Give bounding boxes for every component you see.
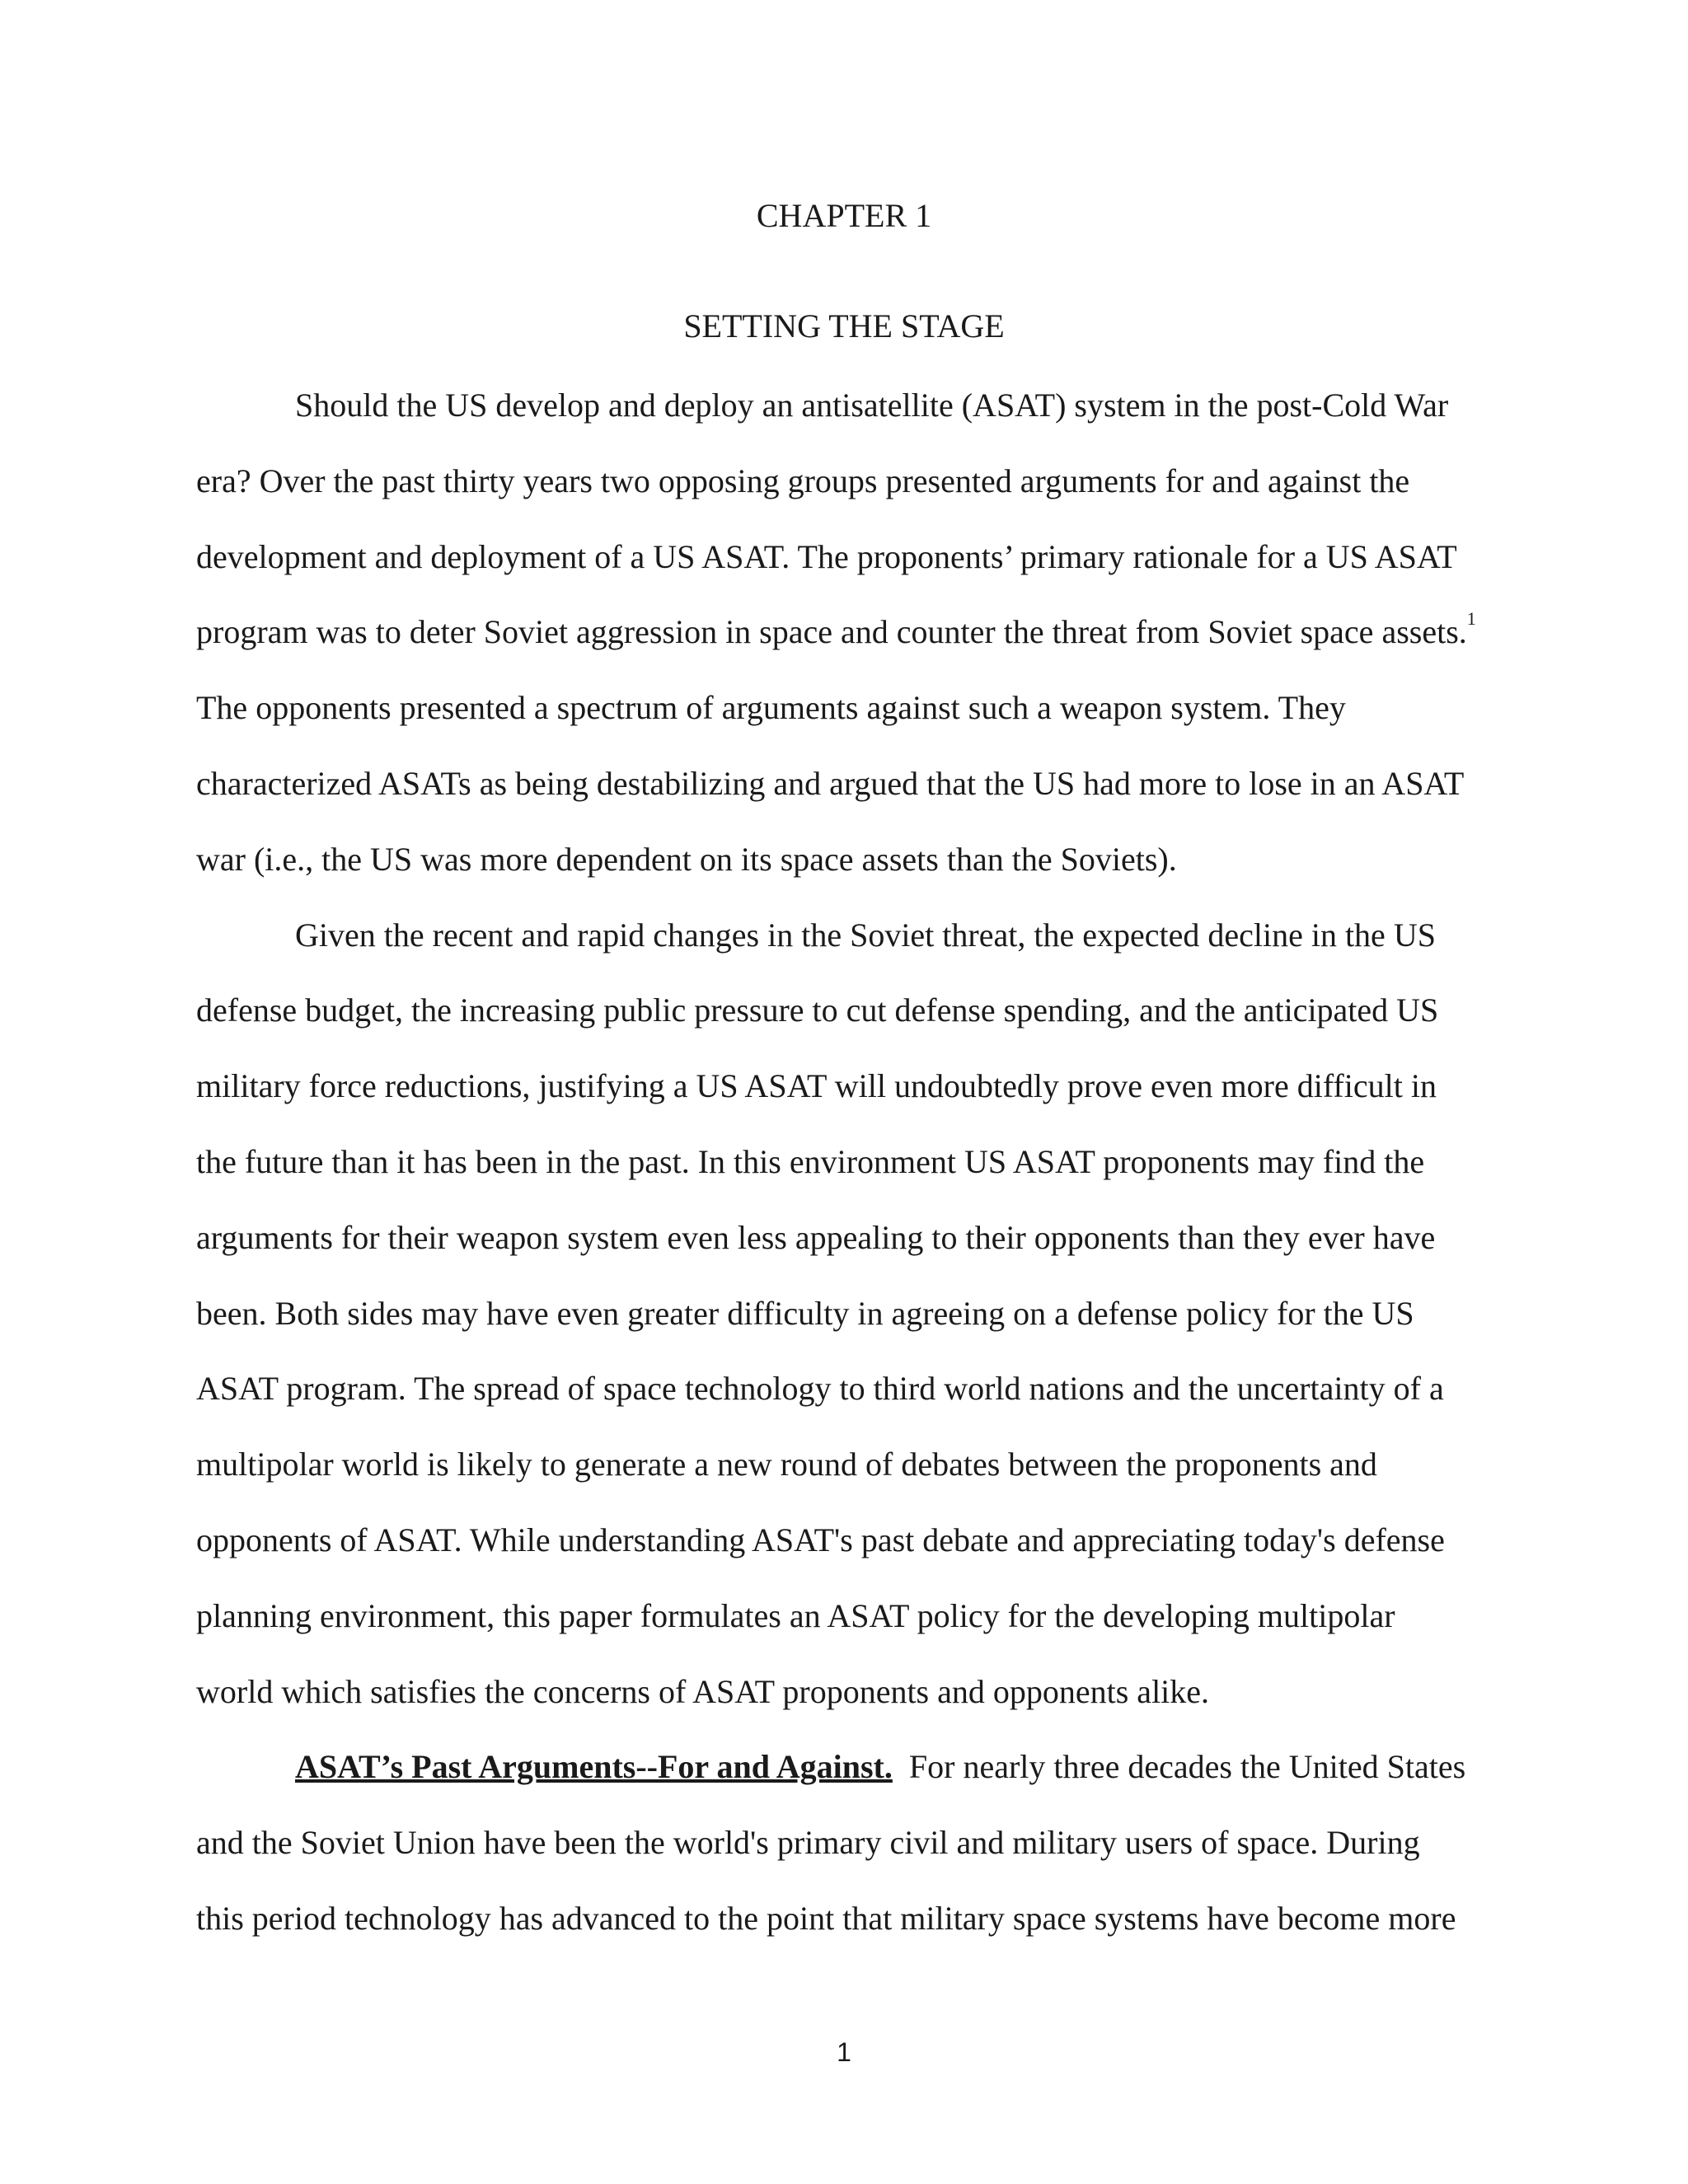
page-number: 1: [837, 2037, 851, 2067]
text-line: era? Over the past thirty years two opposing groups presented arguments for and against the: [196, 462, 1410, 499]
text-line: the future than it has been in the past. In this environment US ASAT proponents may find the: [196, 1142, 1425, 1180]
text-line: For nearly three decades the United States: [892, 1748, 1466, 1786]
text-line-with-footnote: [196, 594, 1498, 670]
text-line: and the Soviet Union have been the world's primary civil and military users of space. During: [196, 1824, 1420, 1862]
text-line: ASAT program. The spread of space technology to third world nations and the uncertainty of a: [196, 1370, 1444, 1408]
text-line: this period technology has advanced to the point that military space systems have become more: [196, 1899, 1456, 1937]
text-line-with-heading: [196, 1729, 1498, 1805]
text-line: been. Both sides may have even greater difficulty in agreeing on a defense policy for the US: [196, 1294, 1414, 1332]
text-line: program was to deter Soviet aggression in space and counter the threat from Soviet space assets.: [196, 613, 1467, 651]
paragraph-3: [196, 1729, 1498, 1956]
text-line: characterized ASATs as being destabilizing and argued that the US had more to lose in an ASAT: [196, 764, 1465, 802]
text-line: war (i.e., the US was more dependent on its space assets than the Soviets).: [196, 840, 1177, 878]
chapter-number: CHAPTER 1: [756, 197, 932, 234]
text-line: world which satisfies the concerns of ASAT proponents and opponents alike.: [196, 1672, 1210, 1710]
body-text: [196, 368, 1498, 1957]
paragraph-2: [196, 898, 1498, 1730]
text-line: development and deployment of a US ASAT. The proponents’ primary rationale for a US ASAT: [196, 537, 1457, 575]
text-line: defense budget, the increasing public pressure to cut defense spending, and the anticipated US: [196, 991, 1439, 1029]
text-line: Should the US develop and deploy an antisatellite (ASAT) system in the post-Cold War: [295, 387, 1449, 424]
text-line: planning environment, this paper formulates an ASAT policy for the developing multipolar: [196, 1596, 1395, 1634]
paragraph-1: [196, 368, 1498, 898]
text-line: arguments for their weapon system even less appealing to their opponents than they ever have: [196, 1218, 1436, 1256]
section-heading: ASAT’s Past Arguments--For and Against.: [295, 1748, 893, 1786]
text-line: Given the recent and rapid changes in the Soviet threat, the expected decline in the US: [295, 916, 1436, 954]
chapter-title: SETTING THE STAGE: [683, 307, 1005, 344]
text-line: opponents of ASAT. While understanding ASAT's past debate and appreciating today's defense: [196, 1521, 1445, 1558]
text-line: The opponents presented a spectrum of arguments against such a weapon system. They: [196, 689, 1346, 727]
text-line: multipolar world is likely to generate a new round of debates between the proponents and: [196, 1446, 1377, 1483]
text-line: military force reductions, justifying a US ASAT will undoubtedly prove even more difficult in: [196, 1067, 1437, 1105]
footnote-reference[interactable]: 1: [1466, 608, 1476, 630]
